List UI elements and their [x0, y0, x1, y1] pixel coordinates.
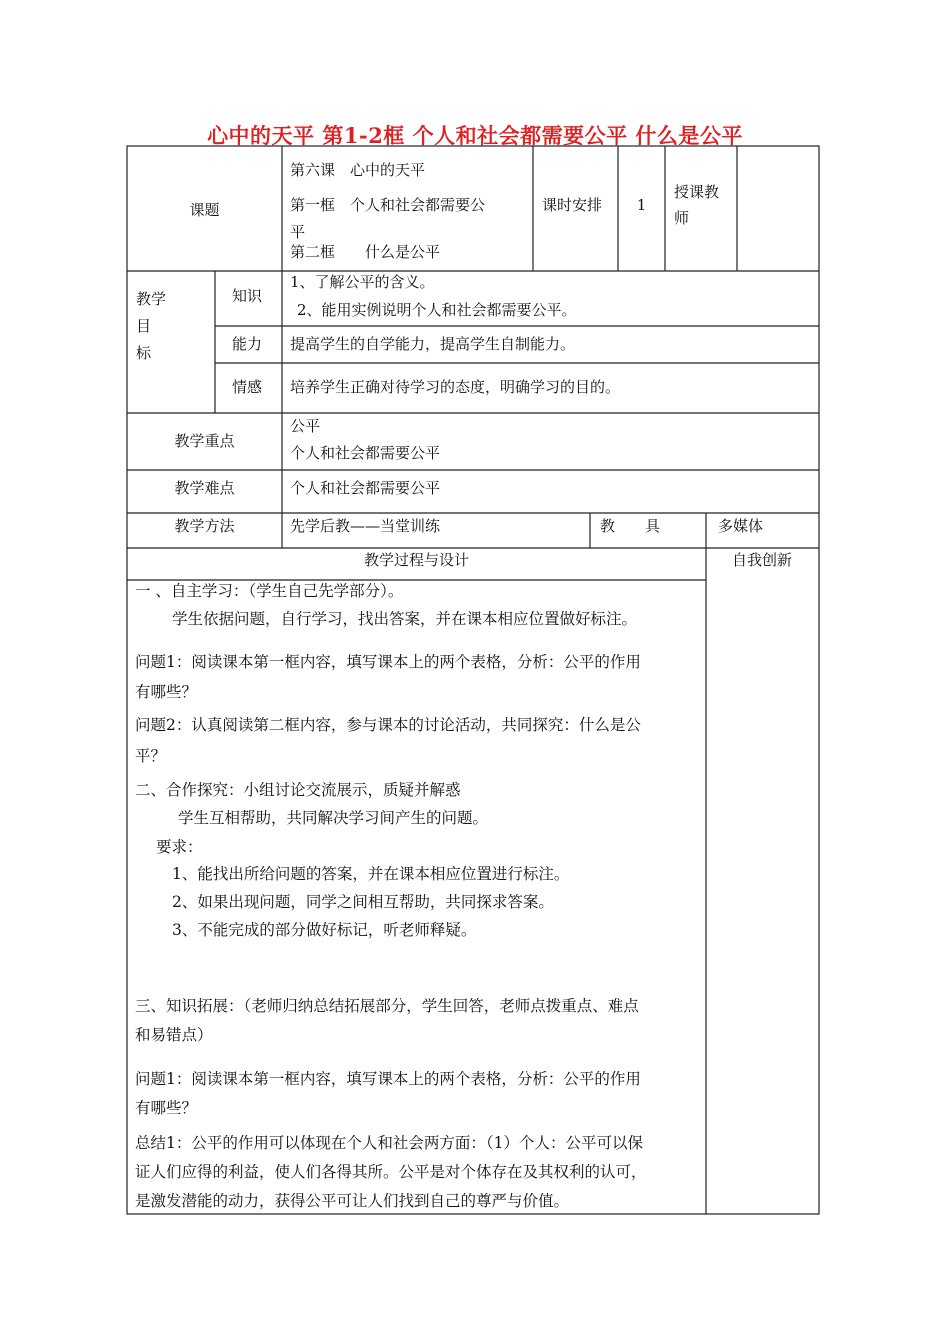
process-line: 证人们应得的利益，使人们各得其所。公平是对个体存在及其权利的认可，	[135, 1163, 647, 1181]
teacher-label-2: 师	[674, 209, 690, 227]
knowledge-label: 知识	[232, 287, 263, 305]
ability-text: 提高学生的自学能力，提高学生自制能力。	[290, 335, 576, 353]
process-line: 有哪些？	[135, 1099, 198, 1117]
process-line: 学生依据问题，自行学习，找出答案，并在课本相应位置做好标注。	[172, 610, 638, 628]
emotion-label: 情感	[232, 378, 263, 396]
process-line: 问题1：阅读课本第一框内容，填写课本上的两个表格，分析：公平的作用	[135, 1070, 641, 1088]
process-line: 平？	[135, 747, 167, 765]
tools-label: 教 具	[600, 517, 661, 535]
key-points-line-1: 公平	[290, 417, 321, 435]
process-line: 要求：	[156, 838, 203, 856]
process-line: 是激发潜能的动力，获得公平可让人们找到自己的尊严与价值。	[135, 1192, 570, 1210]
process-line: 问题1：阅读课本第一框内容，填写课本上的两个表格，分析：公平的作用	[135, 653, 641, 671]
difficult-label: 教学难点	[174, 479, 235, 497]
keti-label: 课题	[189, 201, 220, 219]
process-line: 三、知识拓展：（老师归纳总结拓展部分，学生回答，老师点拨重点、难点	[135, 997, 639, 1015]
process-line: 一 、自主学习：（学生自己先学部分）。	[135, 582, 404, 600]
lesson-line-1: 第六课 心中的天平	[290, 161, 426, 179]
process-line: 总结1：公平的作用可以体现在个人和社会两方面：（1）个人：公平可以保	[135, 1134, 643, 1152]
goals-label-3: 标	[136, 344, 152, 362]
emotion-text: 培养学生正确对待学习的态度，明确学习的目的。	[290, 378, 621, 396]
method-label: 教学方法	[174, 517, 235, 535]
process-line: 2、如果出现问题，同学之间相互帮助，共同探求答案。	[172, 893, 554, 911]
process-line: 问题2：认真阅读第二框内容，参与课本的讨论活动，共同探究：什么是公	[135, 716, 641, 734]
key-points-label: 教学重点	[174, 432, 235, 450]
keshi-label: 课时安排	[542, 196, 603, 214]
keshi-value: 1	[636, 196, 647, 214]
difficult-text: 个人和社会都需要公平	[290, 479, 441, 497]
knowledge-line-2: 2、能用实例说明个人和社会都需要公平。	[297, 301, 577, 319]
document-title: 心中的天平 第1-2框 个人和社会都需要公平 什么是公平	[207, 123, 743, 148]
process-line: 二、合作探究：小组讨论交流展示，质疑并解惑	[135, 781, 461, 799]
process-line: 学生互相帮助，共同解决学习间产生的问题。	[178, 809, 489, 827]
knowledge-line-1: 1、了解公平的含义。	[290, 273, 435, 291]
process-line: 和易错点）	[135, 1026, 213, 1044]
process-line: 3、不能完成的部分做好标记，听老师释疑。	[172, 921, 477, 939]
lesson-line-3: 平	[290, 223, 306, 241]
process-line: 1、能找出所给问题的答案，并在课本相应位置进行标注。	[172, 865, 570, 883]
lesson-line-2: 第一框 个人和社会都需要公	[290, 196, 486, 214]
process-line: 有哪些？	[135, 683, 198, 701]
ability-label: 能力	[232, 335, 263, 353]
goals-label-2: 目	[136, 317, 152, 335]
method-text: 先学后教——当堂训练	[290, 517, 441, 535]
teacher-label-1: 授课教	[674, 183, 720, 201]
lesson-line-4: 第二框 什么是公平	[290, 243, 441, 261]
key-points-line-2: 个人和社会都需要公平	[290, 444, 441, 462]
goals-label-1: 教学	[136, 290, 167, 308]
tools-value: 多媒体	[718, 517, 764, 535]
side-header: 自我创新	[732, 551, 793, 569]
process-header: 教学过程与设计	[363, 551, 469, 569]
